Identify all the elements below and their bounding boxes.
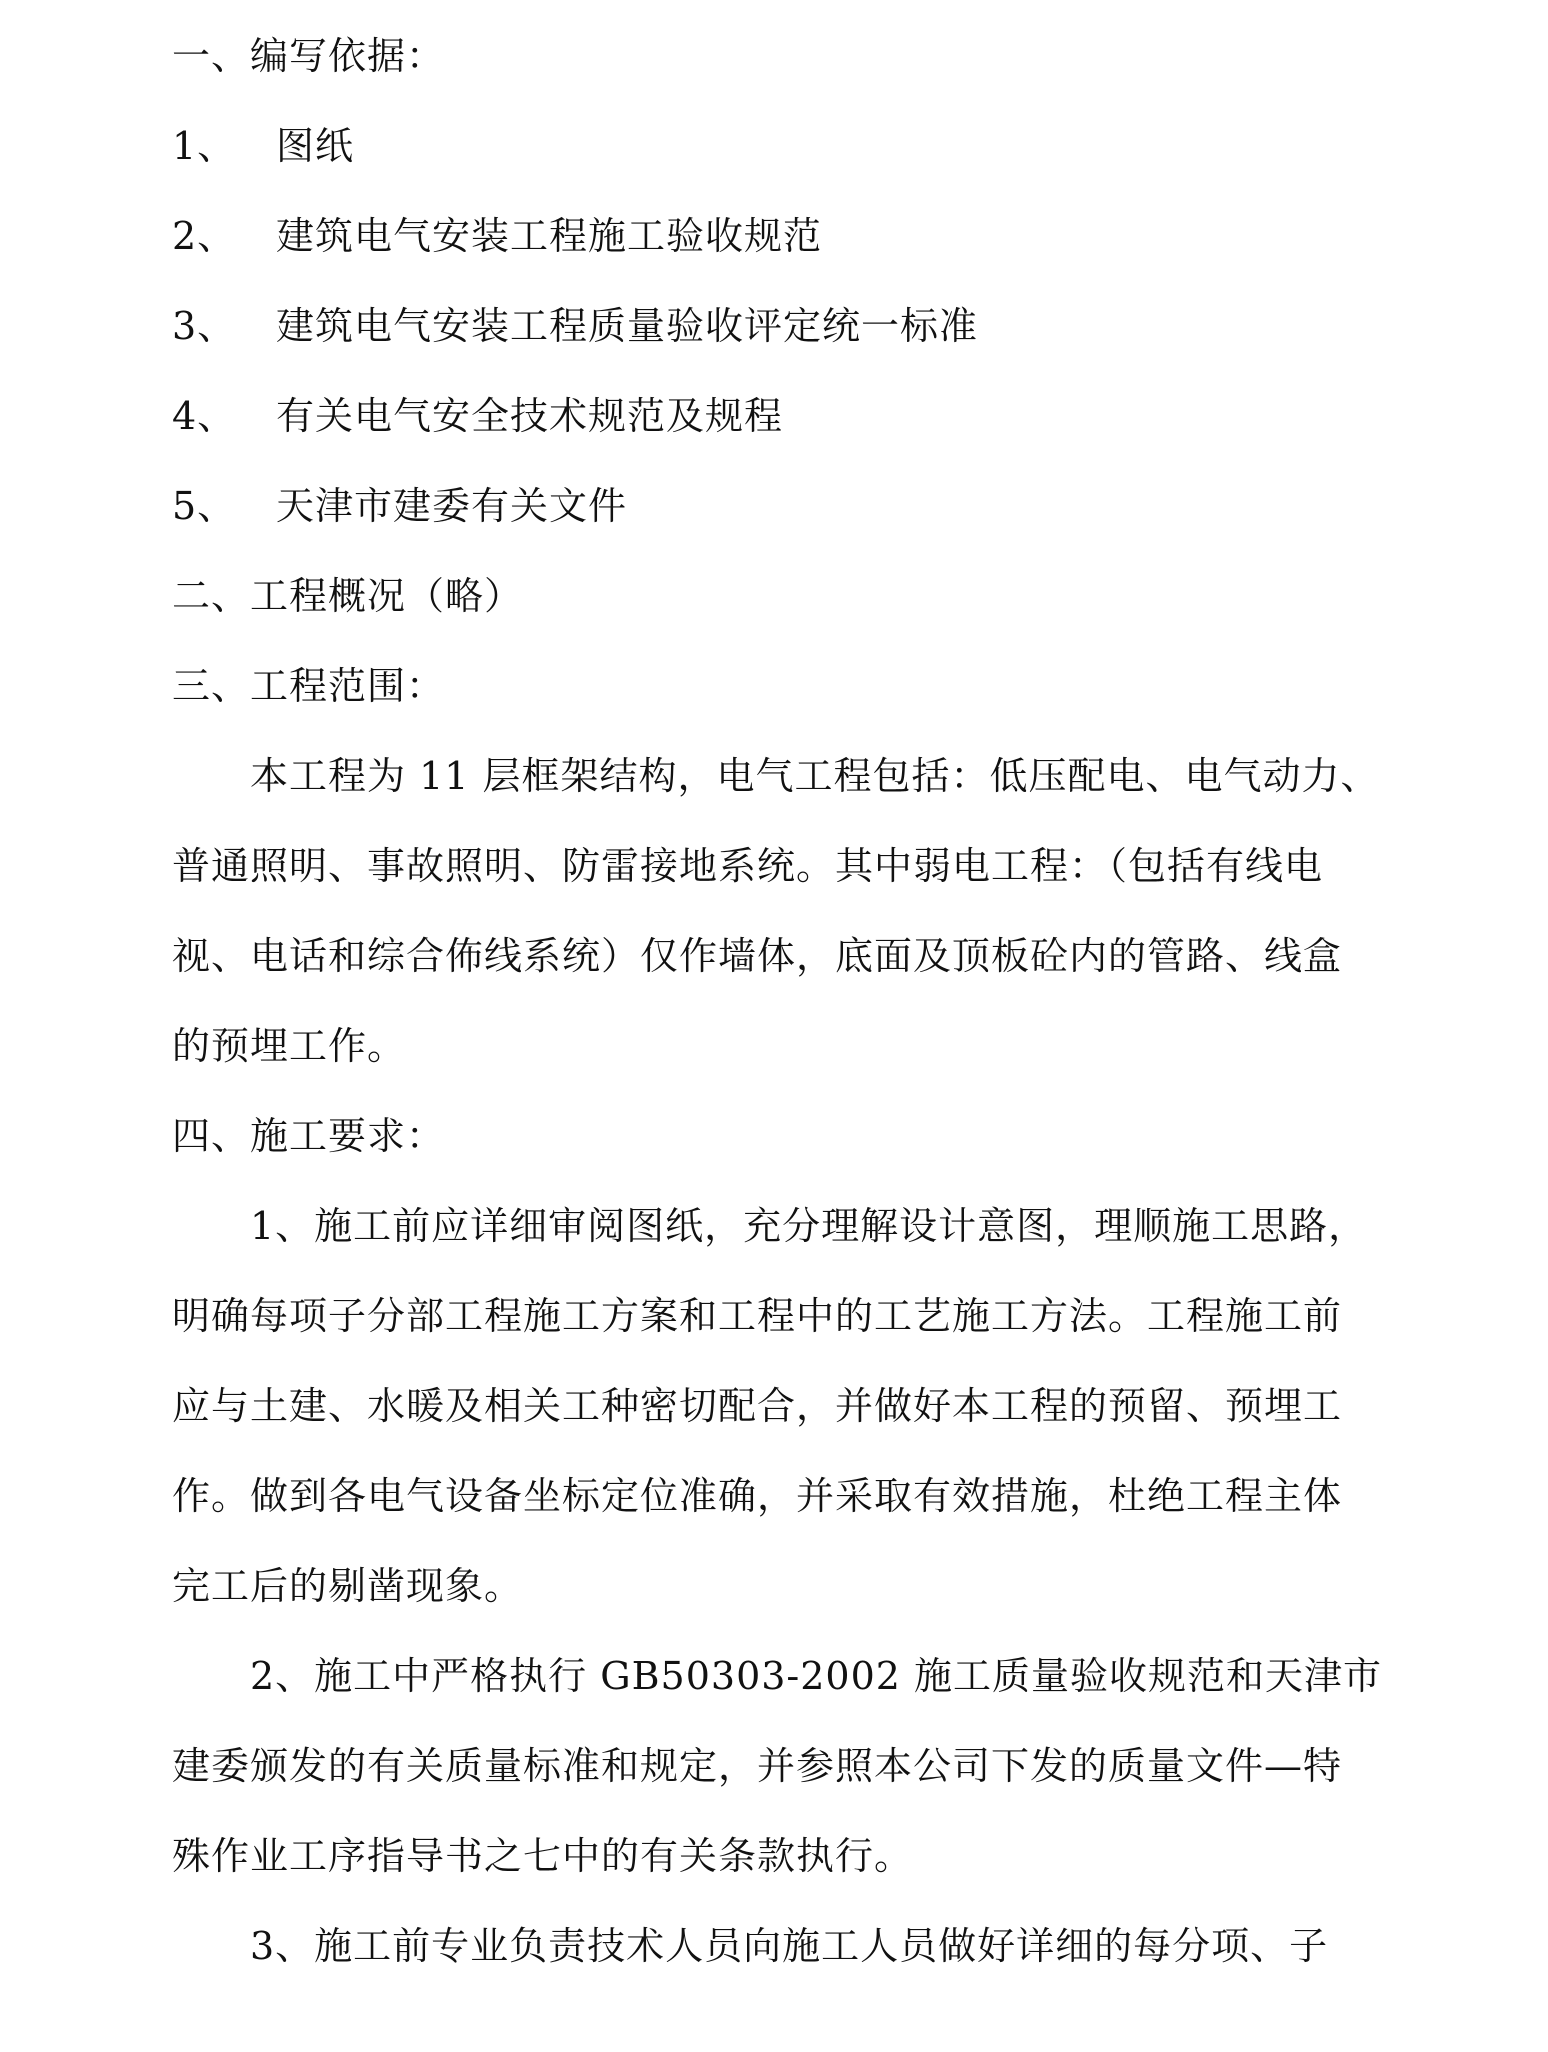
paragraph-line: 本工程为 11 层框架结构，电气工程包括：低压配电、电气动力、 <box>250 754 1380 798</box>
basis-item <box>172 300 1372 352</box>
basis-item-number: 4、 <box>172 394 237 438</box>
basis-item-number: 3、 <box>172 304 237 348</box>
paragraph-line: 作。做到各电气设备坐标定位准确，并采取有效措施，杜绝工程主体 <box>172 1474 1343 1518</box>
paragraph-line: 视、电话和综合佈线系统）仅作墙体，底面及顶板砼内的管路、线盒 <box>172 934 1343 978</box>
paragraph-line: 殊作业工序指导书之七中的有关条款执行。 <box>172 1834 914 1878</box>
basis-item-text: 建筑电气安装工程质量验收评定统一标准 <box>276 304 979 348</box>
basis-item-text: 有关电气安全技术规范及规程 <box>276 394 784 438</box>
section-heading-basis: 一、编写依据： <box>172 34 446 78</box>
paragraph-line: 的预埋工作。 <box>172 1024 407 1068</box>
basis-item <box>172 480 1372 532</box>
section-heading-overview: 二、工程概况（略） <box>172 574 524 618</box>
basis-item-number: 2、 <box>172 214 237 258</box>
paragraph-line: 完工后的剔凿现象。 <box>172 1564 524 1608</box>
paragraph-line: 应与土建、水暖及相关工种密切配合，并做好本工程的预留、预埋工 <box>172 1384 1343 1428</box>
basis-item-number: 1、 <box>172 124 237 168</box>
section-heading-scope: 三、工程范围： <box>172 664 446 708</box>
basis-item <box>172 120 1372 172</box>
paragraph-line: 建委颁发的有关质量标准和规定，并参照本公司下发的质量文件—特 <box>172 1744 1343 1788</box>
basis-item <box>172 390 1372 442</box>
paragraph-line: 3、施工前专业负责技术人员向施工人员做好详细的每分项、子 <box>250 1924 1329 1968</box>
paragraph-line: 普通照明、事故照明、防雷接地系统。其中弱电工程：（包括有线电 <box>172 844 1324 888</box>
basis-item-text: 建筑电气安装工程施工验收规范 <box>276 214 823 258</box>
section-heading-requirements: 四、施工要求： <box>172 1114 446 1158</box>
basis-item-text: 天津市建委有关文件 <box>276 484 628 528</box>
paragraph-line: 明确每项子分部工程施工方案和工程中的工艺施工方法。工程施工前 <box>172 1294 1343 1338</box>
basis-item-text: 图纸 <box>276 124 355 168</box>
basis-item <box>172 210 1372 262</box>
paragraph-line: 2、施工中严格执行 GB50303-2002 施工质量验收规范和天津市 <box>250 1654 1383 1698</box>
basis-item-number: 5、 <box>172 484 237 528</box>
paragraph-line: 1、施工前应详细审阅图纸，充分理解设计意图，理顺施工思路， <box>250 1204 1368 1248</box>
